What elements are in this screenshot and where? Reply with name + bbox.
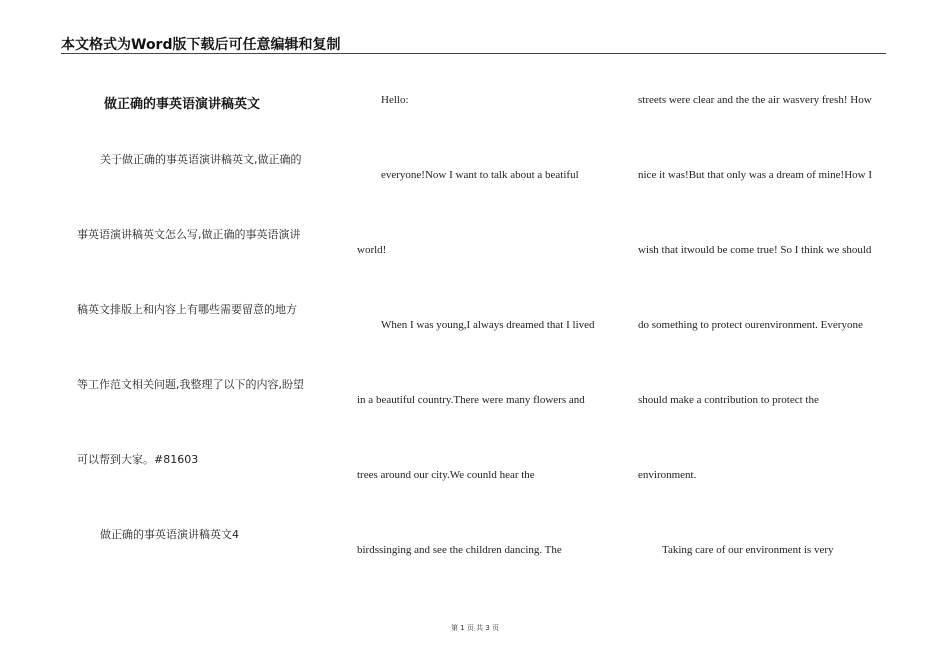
document-title: 做正确的事英语演讲稿英文 bbox=[104, 97, 261, 112]
paragraph-line: wish that itwould be come true! So I think we should bbox=[638, 244, 872, 256]
paragraph-line: 稿英文排版上和内容上有哪些需要留意的地方 bbox=[77, 303, 297, 316]
paragraph-line: birdssinging and see the children dancing. The bbox=[357, 544, 562, 556]
paragraph-line: streets were clear and the the air wasvery fresh! How bbox=[638, 94, 872, 106]
paragraph-line: world! bbox=[357, 244, 387, 256]
paragraph-line: do something to protect ourenvironment. Everyone bbox=[638, 319, 863, 331]
paragraph-line: When I was young,I always dreamed that I lived bbox=[381, 319, 595, 331]
paragraph-line: 事英语演讲稿英文怎么写,做正确的事英语演讲 bbox=[77, 228, 301, 241]
document-header: 本文格式为Word版下载后可任意编辑和复制 bbox=[61, 37, 341, 53]
header-divider bbox=[61, 53, 886, 54]
paragraph-line: 等工作范文相关问题,我整理了以下的内容,盼望 bbox=[77, 378, 304, 391]
paragraph-line: environment. bbox=[638, 469, 697, 481]
paragraph-line: trees around our city.We counld hear the bbox=[357, 469, 535, 481]
paragraph-line: Taking care of our environment is very bbox=[662, 544, 834, 556]
paragraph-line: 可以帮到大家。#81603 bbox=[77, 453, 199, 466]
paragraph-line: nice it was!But that only was a dream of mine!How I bbox=[638, 169, 872, 181]
page-indicator: 第 1 页 共 3 页 bbox=[450, 624, 500, 632]
section-heading: 做正确的事英语演讲稿英文4 bbox=[100, 528, 239, 541]
paragraph-line: Hello: bbox=[381, 94, 409, 106]
paragraph-line: should make a contribution to protect the bbox=[638, 394, 819, 406]
paragraph-line: in a beautiful country.There were many flowers and bbox=[357, 394, 585, 406]
paragraph-line: 关于做正确的事英语演讲稿英文,做正确的 bbox=[100, 153, 302, 166]
paragraph-line: everyone!Now I want to talk about a beatiful bbox=[381, 169, 579, 181]
